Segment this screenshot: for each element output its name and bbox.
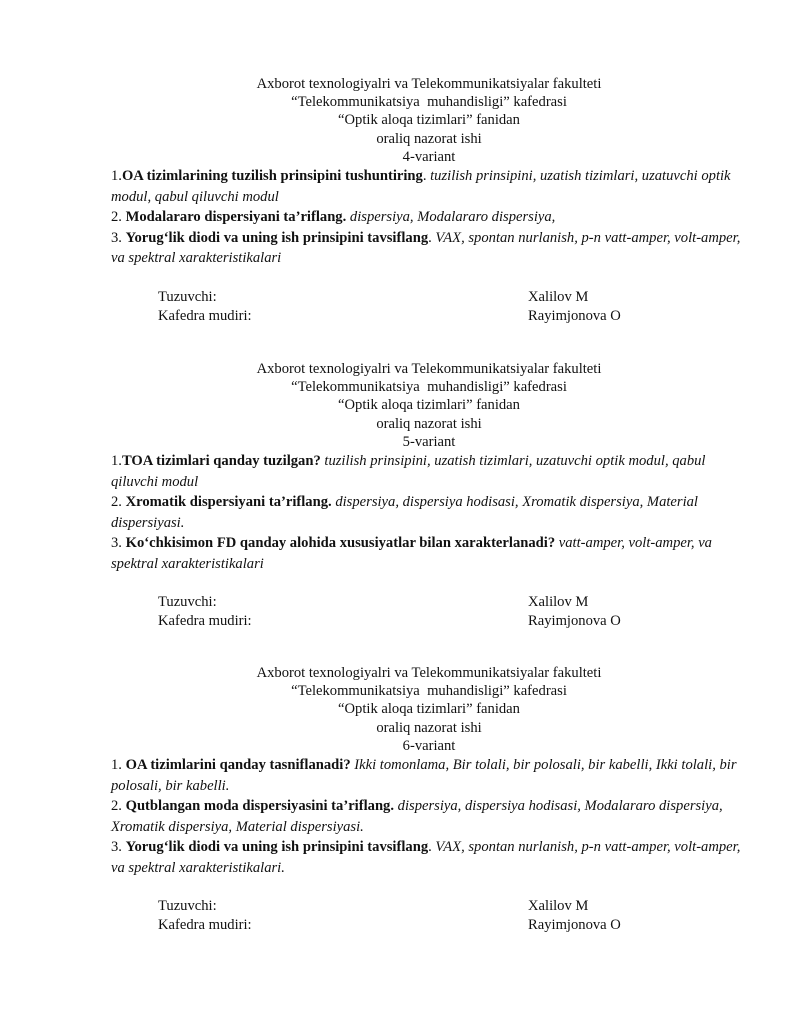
- question-text: Yorug‘lik diodi va uning ish prinsipini tavsiflang: [125, 839, 429, 856]
- question-separator: .: [422, 168, 431, 185]
- question-keywords: VAX, spontan nurlanish, p-n vatt-amper, volt-amper, va spektral xarakteristikalari.: [111, 839, 741, 876]
- department-name: “Telekommunikatsiya muhandisligi” kafedrasi: [291, 94, 567, 111]
- question-text: OA tizimlarining tuzilish prinsipini tushuntiring: [121, 168, 423, 185]
- question-text: Ko‘chkisimon FD qanday alohida xususiyatlar bilan xarakterlanadi?: [125, 535, 556, 552]
- signature-row-head: [158, 612, 718, 631]
- question-number: 2.: [111, 798, 126, 815]
- question-keywords: vatt-amper, volt-amper, va spektral xarakteristikalari: [111, 535, 712, 572]
- exam-type: oraliq nazorat ishi: [376, 130, 482, 147]
- question-separator: .: [428, 839, 436, 856]
- signature-label: Tuzuvchi:: [158, 898, 217, 915]
- question-number: 3.: [111, 839, 126, 856]
- question-text: Qutblangan moda dispersiyasini ta’riflang.: [125, 798, 395, 815]
- subject-name: “Optik aloqa tizimlari” fanidan: [338, 112, 520, 129]
- signature-label: Kafedra mudiri:: [158, 613, 252, 630]
- question-3: [111, 228, 747, 269]
- question-number: 2.: [111, 494, 126, 511]
- variant-number: 4-variant: [402, 148, 456, 165]
- department-name: “Telekommunikatsiya muhandisligi” kafedrasi: [291, 683, 567, 700]
- signature-label: Tuzuvchi:: [158, 594, 217, 611]
- question-1: [111, 755, 747, 796]
- signature-name: Rayimjonova O: [528, 917, 621, 934]
- variant-block-6: [111, 664, 747, 937]
- question-2: [111, 207, 747, 228]
- question-keywords: dispersiya, dispersiya hodisasi, Xromatik dispersiya, Material dispersiyasi.: [111, 494, 698, 531]
- variant-header: [111, 664, 747, 755]
- question-text: TOA tizimlari qanday tuzilgan?: [121, 453, 321, 470]
- question-1: [111, 451, 747, 492]
- question-1: [111, 166, 747, 207]
- signature-label: Kafedra mudiri:: [158, 917, 252, 934]
- question-text: Yorug‘lik diodi va uning ish prinsipini tavsiflang: [125, 229, 429, 246]
- signature-name: Xalilov M: [528, 288, 589, 305]
- question-keywords: dispersiya, Modalararo dispersiya,: [349, 209, 556, 226]
- signature-row-author: [158, 288, 718, 307]
- question-number: 3.: [111, 229, 126, 246]
- exam-type: oraliq nazorat ishi: [376, 415, 482, 432]
- question-3: [111, 533, 747, 574]
- signature-name: Xalilov M: [528, 898, 589, 915]
- question-2: [111, 796, 747, 837]
- department-name: “Telekommunikatsiya muhandisligi” kafedrasi: [291, 379, 567, 396]
- question-keywords: tuzilish prinsipini, uzatish tizimlari, uzatuvchi optik modul, qabul qiluvchi modul: [111, 168, 731, 205]
- faculty-name: Axborot texnologiyalri va Telekommunikatsiyalar fakulteti: [256, 76, 602, 92]
- question-number: 3.: [111, 535, 126, 552]
- question-3: [111, 837, 747, 878]
- question-text: OA tizimlarini qanday tasniflanadi?: [125, 757, 351, 774]
- variant-header: [111, 360, 747, 451]
- faculty-name: Axborot texnologiyalri va Telekommunikatsiyalar fakulteti: [256, 361, 602, 377]
- question-separator: .: [428, 229, 436, 246]
- question-keywords: VAX, spontan nurlanish, p-n vatt-amper, volt-amper, va spektral xarakteristikalari: [111, 229, 741, 267]
- signature-row-author: [158, 593, 718, 612]
- signature-label: Kafedra mudiri:: [158, 307, 252, 324]
- question-text: Modalararo dispersiyani ta’riflang.: [125, 209, 347, 226]
- variant-block-5: [111, 360, 747, 633]
- subject-name: “Optik aloqa tizimlari” fanidan: [338, 397, 520, 414]
- signature-name: Rayimjonova O: [528, 307, 621, 324]
- question-number: 1.: [111, 757, 126, 774]
- signature-row-head: [158, 916, 718, 935]
- question-number: 2.: [111, 209, 126, 226]
- signature-block: [111, 593, 747, 633]
- question-keywords: Ikki tomonlama, Bir tolali, bir polosali, bir kabelli, Ikki tolali, bir polosali, bir kabelli.: [111, 757, 737, 794]
- variant-number: 6-variant: [402, 737, 456, 754]
- question-number: 1.: [111, 453, 122, 470]
- question-keywords: tuzilish prinsipini, uzatish tizimlari, uzatuvchi optik modul, qabul qiluvchi modul: [111, 453, 706, 490]
- signature-label: Tuzuvchi:: [158, 288, 217, 305]
- question-keywords: dispersiya, dispersiya hodisasi, Modalararo dispersiya, Xromatik dispersiya, Material dispersiyasi.: [111, 798, 723, 835]
- signature-block: [111, 288, 747, 328]
- exam-type: oraliq nazorat ishi: [376, 719, 482, 736]
- signature-row-head: [158, 307, 718, 326]
- question-2: [111, 492, 747, 533]
- faculty-name: Axborot texnologiyalri va Telekommunikatsiyalar fakulteti: [256, 665, 602, 681]
- variant-block-4: [111, 75, 747, 328]
- variant-number: 5-variant: [402, 433, 456, 450]
- signature-name: Rayimjonova O: [528, 613, 621, 630]
- variant-header: [111, 75, 747, 166]
- question-number: 1.: [111, 168, 122, 185]
- signature-block: [111, 897, 747, 937]
- subject-name: “Optik aloqa tizimlari” fanidan: [338, 701, 520, 718]
- question-text: Xromatik dispersiyani ta’riflang.: [125, 494, 332, 511]
- signature-row-author: [158, 897, 718, 916]
- signature-name: Xalilov M: [528, 594, 589, 611]
